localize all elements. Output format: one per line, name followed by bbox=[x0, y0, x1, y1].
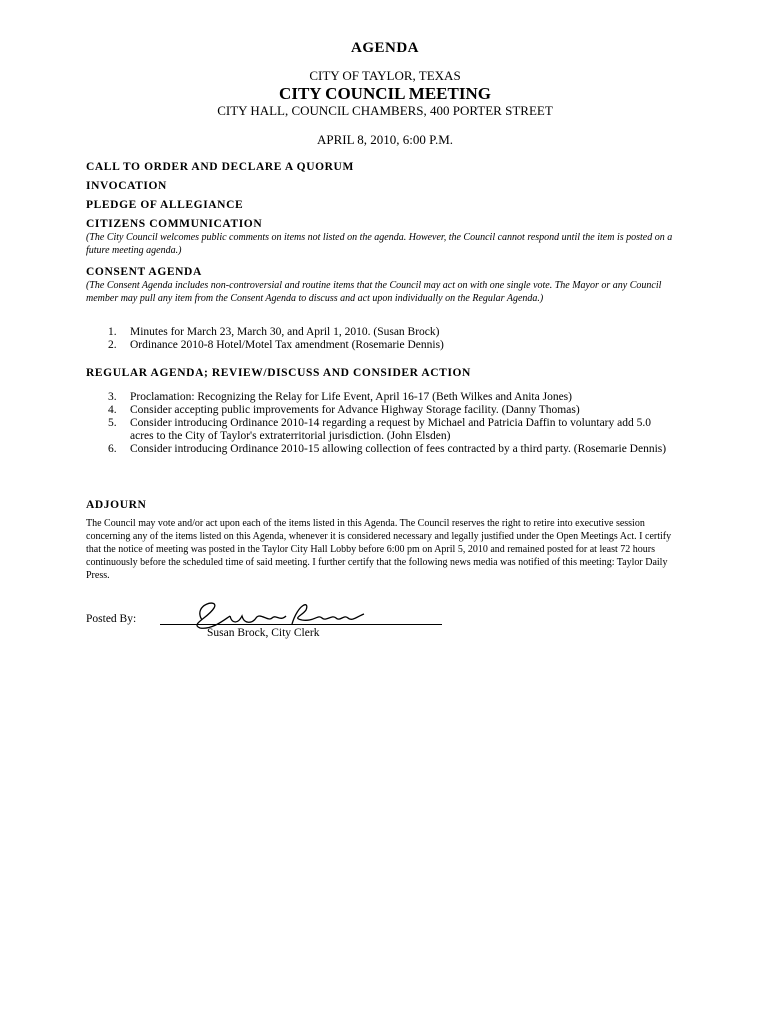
item-text: Consider accepting public improvements for Advance Highway Storage facility. (Danny Thomas) bbox=[130, 404, 580, 416]
list-item bbox=[108, 326, 668, 339]
citizens-note: (The City Council welcomes public comments on items not listed on the agenda. However, the Council cannot respond until the item is posted on a future meeting agenda.) bbox=[86, 232, 673, 256]
adjourn-paragraph: The Council may vote and/or act upon each of the items listed in this Agenda. The Council reserves the right to retire into executive session concerning any of the items listed on this Agenda, whenever it is considered necessary and legally justified under the Open Meetings Act. I certify that the notice of meeting was posted in the Taylor City Hall Lobby before 6:00 pm on April 5, 2010 and remained posted for at least 72 hours continuously before the scheduled time of said meeting. I further certify that the following news media was notified of this meeting: Taylor Daily Press. bbox=[86, 518, 672, 581]
item-text: Ordinance 2010-8 Hotel/Motel Tax amendment (Rosemarie Dennis) bbox=[130, 339, 444, 351]
consent-items-list bbox=[108, 326, 668, 352]
list-item bbox=[108, 391, 668, 404]
list-item bbox=[108, 443, 668, 456]
consent-note: (The Consent Agenda includes non-controversial and routine items that the Council may act on with one single vote. The Mayor or any Council member may pull any item from the Consent Agenda to discuss and act upon individually on the Regular Agenda.) bbox=[86, 280, 662, 304]
heading-consent-agenda: CONSENT AGENDA bbox=[86, 266, 202, 278]
city-name: CITY OF TAYLOR, TEXAS bbox=[309, 68, 461, 83]
document-title: AGENDA bbox=[350, 40, 419, 56]
item-number: 4. bbox=[108, 404, 117, 416]
item-text: Minutes for March 23, March 30, and April 1, 2010. (Susan Brock) bbox=[130, 326, 440, 338]
meeting-date: APRIL 8, 2010, 6:00 P.M. bbox=[316, 132, 454, 147]
item-number: 6. bbox=[108, 443, 117, 455]
item-number: 3. bbox=[108, 391, 117, 403]
posted-by-label: Posted By: bbox=[86, 613, 137, 625]
item-number: 1. bbox=[108, 326, 117, 338]
item-text: Consider introducing Ordinance 2010-14 regarding a request by Michael and Patricia Daffin to voluntary add 5.0 acres to the City of Taylor's extraterritorial jurisdiction. (John Elsden) bbox=[130, 417, 651, 442]
heading-regular-agenda: REGULAR AGENDA; REVIEW/DISCUSS AND CONSIDER ACTION bbox=[86, 367, 471, 379]
heading-invocation: INVOCATION bbox=[86, 180, 167, 192]
heading-pledge: PLEDGE OF ALLEGIANCE bbox=[86, 199, 244, 211]
signer-name: Susan Brock, City Clerk bbox=[207, 627, 320, 639]
regular-items-list bbox=[108, 391, 668, 456]
list-item bbox=[108, 404, 668, 417]
heading-adjourn: ADJOURN bbox=[86, 499, 147, 511]
list-item bbox=[108, 417, 668, 443]
item-text: Proclamation: Recognizing the Relay for Life Event, April 16-17 (Beth Wilkes and Anita Jones) bbox=[130, 391, 572, 403]
meeting-location: CITY HALL, COUNCIL CHAMBERS, 400 PORTER STREET bbox=[217, 103, 553, 118]
heading-citizens-communication: CITIZENS COMMUNICATION bbox=[86, 218, 263, 230]
heading-call-to-order: CALL TO ORDER AND DECLARE A QUORUM bbox=[86, 161, 354, 173]
meeting-title: CITY COUNCIL MEETING bbox=[279, 84, 491, 103]
item-text: Consider introducing Ordinance 2010-15 allowing collection of fees contracted by a third party. (Rosemarie Dennis) bbox=[130, 443, 667, 455]
item-number: 2. bbox=[108, 339, 117, 351]
item-number: 5. bbox=[108, 417, 117, 429]
list-item bbox=[108, 339, 668, 352]
